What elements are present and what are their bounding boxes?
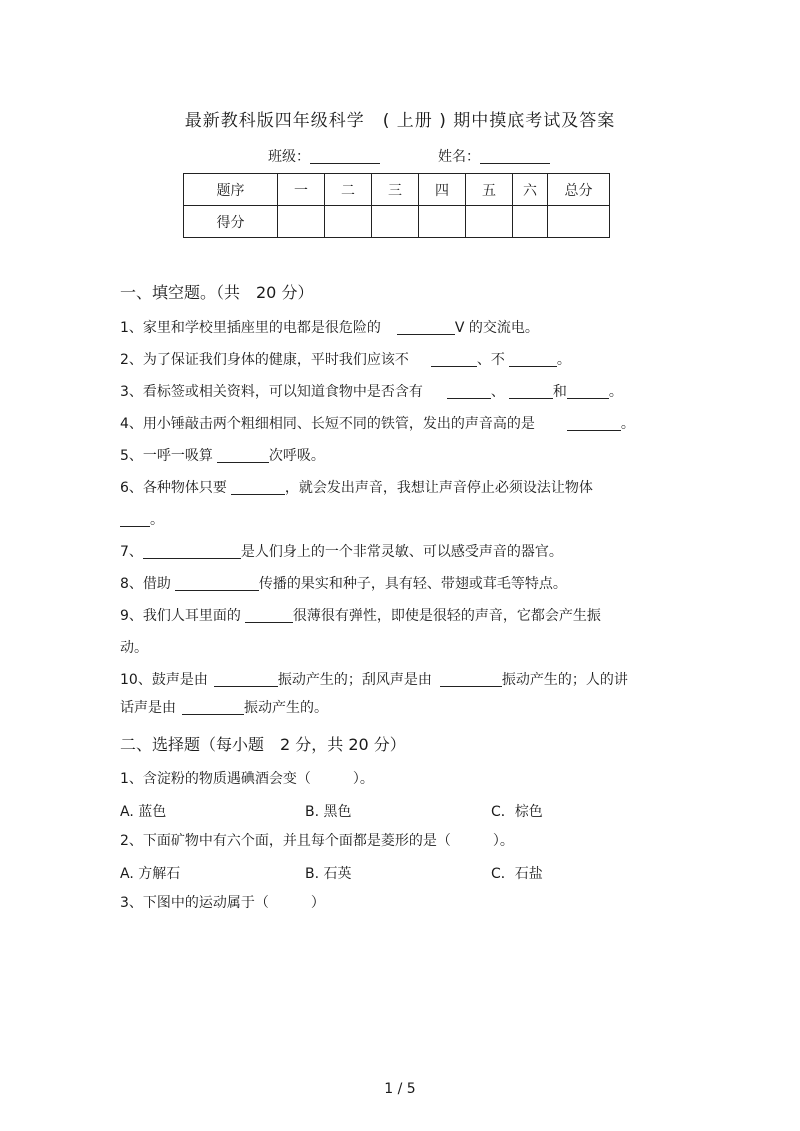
- name-field: [438, 146, 550, 166]
- option-c[interactable]: C．石盐: [491, 866, 543, 882]
- answer-blank[interactable]: [245, 606, 293, 623]
- question-text: 次呼吸。: [268, 448, 325, 464]
- score-cell[interactable]: [372, 206, 419, 238]
- question-7: [120, 541, 563, 561]
- question-text: 4、用小锤敲击两个粗细相同、长短不同的铁管，发出的声音高的是: [120, 416, 535, 432]
- answer-blank[interactable]: [231, 478, 285, 495]
- question-10: [120, 669, 628, 689]
- option-a[interactable]: A. 蓝色: [120, 804, 167, 820]
- question-text: ，就会发出声音，我想让声音停止必须设法让物体: [284, 480, 593, 496]
- question-10-continued: [120, 697, 328, 717]
- answer-blank[interactable]: [175, 574, 259, 591]
- table-cell: 五: [466, 174, 513, 206]
- question-text: 。: [556, 352, 571, 368]
- question-text: 。: [608, 384, 623, 400]
- question-text: V 的交流电。: [454, 320, 539, 336]
- answer-blank[interactable]: [567, 414, 621, 431]
- question-text: 1、家里和学校里插座里的电都是很危险的: [120, 320, 381, 336]
- question-1: [120, 317, 539, 337]
- document-title: 最新教科版四年级科学 ( 上册 ) 期中摸底考试及答案: [184, 111, 616, 131]
- choice-question-3: 3、下图中的运动属于（ ）: [120, 895, 325, 911]
- question-text: 。: [620, 416, 635, 432]
- table-cell: 题序: [184, 174, 278, 206]
- table-cell: 一: [278, 174, 325, 206]
- question-text: 8、借助: [120, 576, 171, 592]
- answer-blank[interactable]: [440, 670, 502, 687]
- table-cell: 总分: [548, 174, 610, 206]
- page-number: 1 / 5: [384, 1081, 416, 1097]
- question-text: 、: [490, 384, 505, 400]
- table-cell: 三: [372, 174, 419, 206]
- answer-blank[interactable]: [217, 446, 269, 463]
- answer-blank[interactable]: [214, 670, 278, 687]
- class-label: 班级：: [268, 149, 310, 165]
- section2-heading: 二、选择题（每小题 2 分，共 20 分）: [120, 735, 406, 754]
- question-2: [120, 349, 571, 369]
- question-text: 7、: [120, 544, 143, 560]
- question-text: 3、看标签或相关资料，可以知道食物中是否含有: [120, 384, 423, 400]
- option-b[interactable]: B. 石英: [305, 866, 352, 882]
- class-field: [268, 146, 380, 166]
- question-text: 。: [150, 512, 164, 528]
- question-5: [120, 445, 325, 465]
- choice-question-2: 2、下面矿物中有六个面，并且每个面都是菱形的是（ ）。: [120, 833, 514, 849]
- class-blank[interactable]: [310, 147, 380, 164]
- table-cell: 得分: [184, 206, 278, 238]
- option-c[interactable]: C．棕色: [491, 804, 543, 820]
- question-9: [120, 605, 601, 625]
- question-text: 9、我们人耳里面的: [120, 608, 241, 624]
- option-a[interactable]: A. 方解石: [120, 866, 181, 882]
- question-text: 振动产生的；刮风声是由: [277, 672, 432, 688]
- answer-blank[interactable]: [143, 542, 241, 559]
- question-6: [120, 477, 593, 497]
- question-text: 话声是由: [120, 700, 176, 716]
- answer-blank[interactable]: [509, 382, 553, 399]
- question-text: 传播的果实和种子，具有轻、带翅或茸毛等特点。: [258, 576, 567, 592]
- question-8: [120, 573, 567, 593]
- question-9-continued: 动。: [120, 640, 148, 656]
- question-text: 5、一呼一吸算: [120, 448, 213, 464]
- question-text: 是人们身上的一个非常灵敏、可以感受声音的器官。: [240, 544, 563, 560]
- question-6-continued: [120, 509, 164, 529]
- question-text: 6、各种物体只要: [120, 480, 227, 496]
- question-3: [120, 381, 623, 401]
- answer-blank[interactable]: [567, 382, 609, 399]
- answer-blank[interactable]: [447, 382, 491, 399]
- score-table-header-row: [184, 174, 610, 206]
- score-cell[interactable]: [548, 206, 610, 238]
- answer-blank[interactable]: [120, 510, 150, 527]
- choice-question-1: 1、含淀粉的物质遇碘酒会变（ ）。: [120, 771, 374, 787]
- section1-heading: 一、填空题。（共 20 分）: [120, 283, 314, 302]
- table-cell: 二: [325, 174, 372, 206]
- score-table-score-row: [184, 206, 610, 238]
- score-cell[interactable]: [466, 206, 513, 238]
- score-cell[interactable]: [325, 206, 372, 238]
- score-table: [183, 173, 610, 238]
- question-text: 10、鼓声是由: [120, 672, 208, 688]
- table-cell: 六: [513, 174, 548, 206]
- question-text: 振动产生的；人的讲: [501, 672, 628, 688]
- name-blank[interactable]: [480, 147, 550, 164]
- question-text: 2、为了保证我们身体的健康，平时我们应该不: [120, 352, 409, 368]
- question-4: [120, 413, 635, 433]
- answer-blank[interactable]: [397, 318, 455, 335]
- name-label: 姓名：: [438, 149, 480, 165]
- answer-blank[interactable]: [182, 698, 244, 715]
- question-text: 振动产生的。: [244, 700, 328, 716]
- question-text: 、不: [476, 352, 505, 368]
- answer-blank[interactable]: [431, 350, 477, 367]
- score-cell[interactable]: [419, 206, 466, 238]
- answer-blank[interactable]: [509, 350, 557, 367]
- score-cell[interactable]: [278, 206, 325, 238]
- table-cell: 四: [419, 174, 466, 206]
- question-text: 很薄很有弹性，即使是很轻的声音，它都会产生振: [292, 608, 601, 624]
- option-b[interactable]: B. 黑色: [305, 804, 352, 820]
- score-cell[interactable]: [513, 206, 548, 238]
- question-text: 和: [552, 384, 567, 400]
